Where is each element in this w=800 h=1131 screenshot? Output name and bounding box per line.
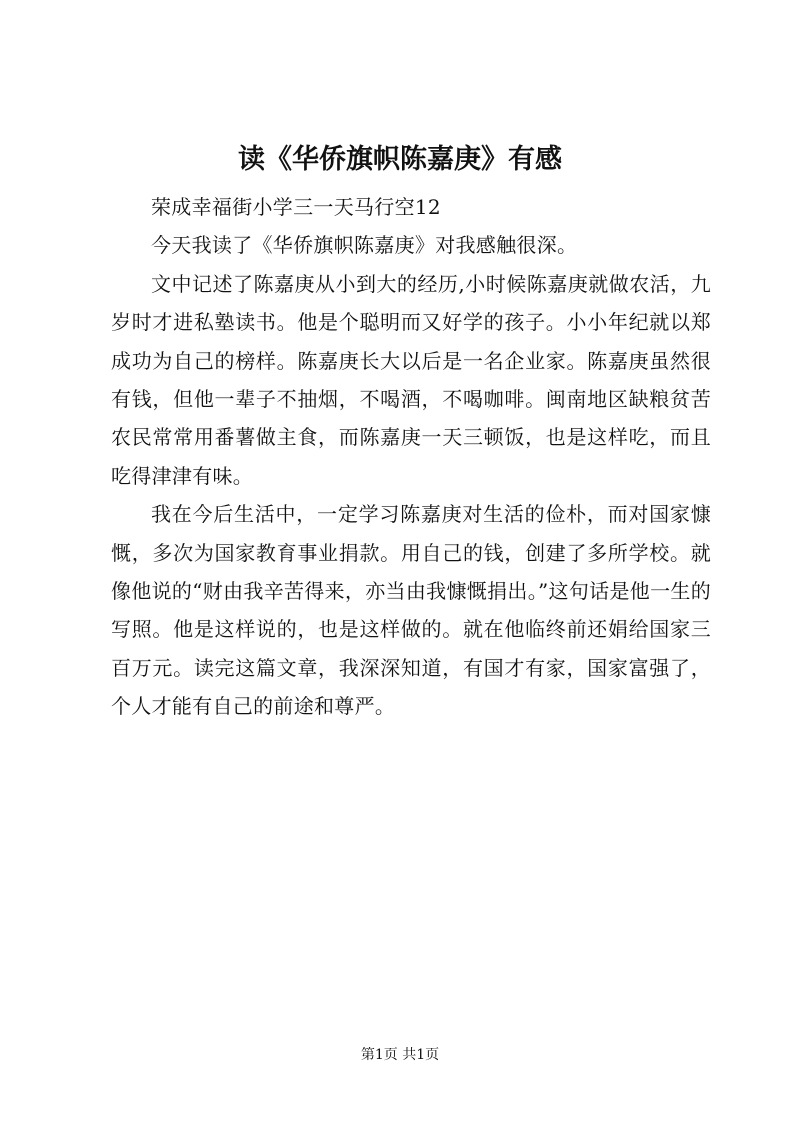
author-line: 荣成幸福街小学三一天马行空12 [151,195,441,219]
page-footer: 第1页 共1页 [360,1047,440,1063]
document-body [111,188,711,726]
document-title: 读《华侨旗帜陈嘉庚》有感 [238,144,562,175]
paragraph-life-story: 文中记述了陈嘉庚从小到大的经历,小时候陈嘉庚就做农活，九岁时才进私塾读书。他是个聪明而又好学的孩子。小小年纪就以郑成功为自己的榜样。陈嘉庚长大以后是一名企业家。陈嘉庚虽然很有钱，但他一辈子不抽烟，不喝酒，不喝咖啡。闽南地区缺粮贫苦农民常常用番薯做主食，而陈嘉庚一天三顿饭，也是这样吃，而且吃得津津有味。 [111,271,711,488]
paragraph-intro: 今天我读了《华侨旗帜陈嘉庚》对我感触很深。 [151,233,578,258]
paragraph-reflection: 我在今后生活中，一定学习陈嘉庚对生活的俭朴，而对国家慷慨，多次为国家教育事业捐款。用自己的钱，创建了多所学校。就像他说的“财由我辛苦得来，亦当由我慷慨捐出。”这句话是他一生的写照。他是这样说的，也是这样做的。就在他临终前还娟给国家三百万元。读完这篇文章，我深深知道，有国才有家，国家富强了，个人才能有自己的前途和尊严。 [111,502,711,719]
